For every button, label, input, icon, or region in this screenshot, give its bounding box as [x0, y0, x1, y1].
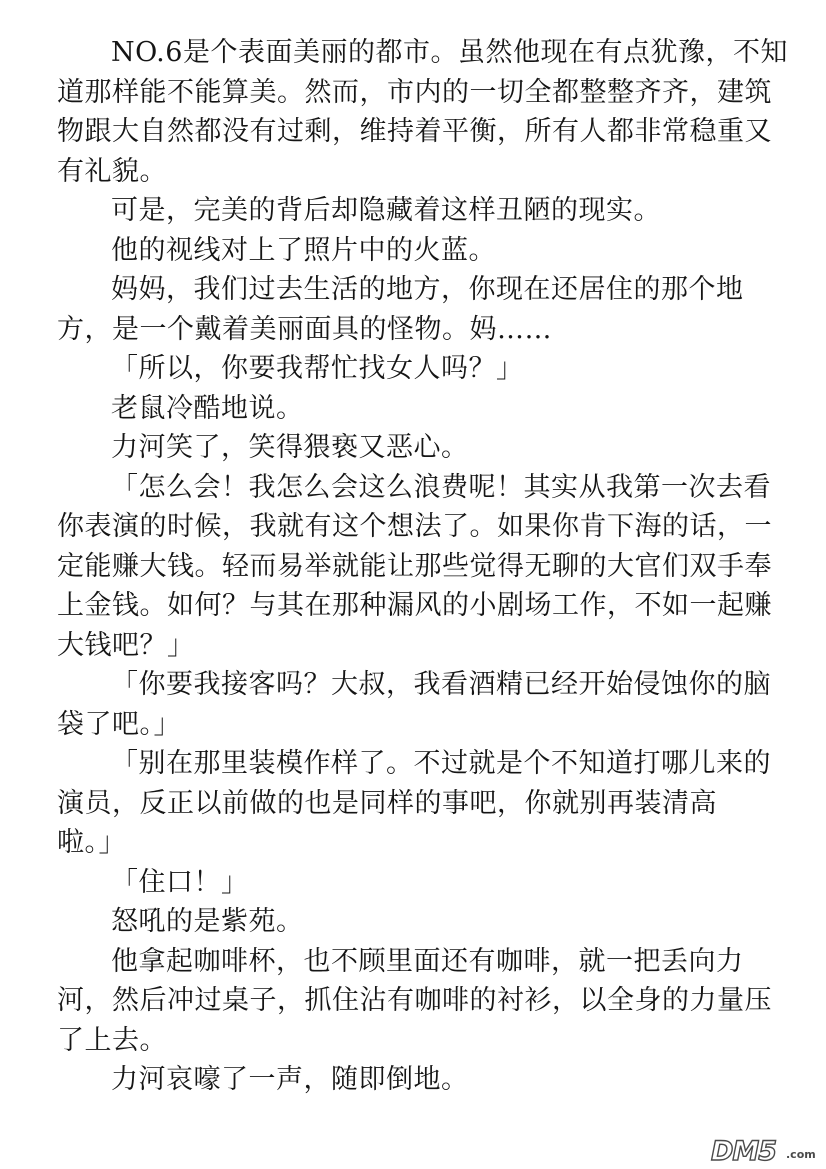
- dialogue-paragraph: [57, 744, 817, 863]
- paragraph: [57, 191, 817, 231]
- text-line: 演员，反正以前做的也是同样的事吧，你就别再装清高: [57, 787, 717, 819]
- paragraph: [57, 428, 817, 468]
- page-body-text: [57, 33, 817, 1100]
- text-line: 妈妈，我们过去生活的地方，你现在还居住的那个地: [111, 274, 744, 305]
- paragraph: [57, 902, 817, 942]
- text-line: 「别在那里装模作样了。不过就是个不知道打哪儿来的: [111, 748, 771, 779]
- text-line: 方，是一个戴着美丽面具的怪物。妈……: [57, 313, 552, 345]
- dialogue-paragraph: [57, 665, 817, 744]
- text-line: 上金钱。如何？与其在那种漏风的小剧场工作，不如一起赚: [57, 590, 772, 621]
- text-line: 河，然后冲过桌子，抓住沾有咖啡的衬衫，以全身的力量压: [57, 985, 772, 1016]
- paragraph: [57, 942, 817, 1061]
- text-line: 有礼貌。: [57, 155, 167, 187]
- text-line: 大钱吧？」: [57, 629, 195, 661]
- text-line: 他的视线对上了照片中的火蓝。: [111, 234, 496, 266]
- text-line: 啦。」: [57, 827, 126, 858]
- dialogue-paragraph: [57, 468, 817, 666]
- text-line: 你表演的时候，我就有这个想法了。如果你肯下海的话，一: [57, 511, 772, 542]
- text-line: NO.6是个表面美丽的都市。虽然他现在有点犹豫，不知: [111, 37, 788, 68]
- text-line: 袋了吧。」: [57, 708, 181, 740]
- text-line: 物跟大自然都没有过剩，维持着平衡，所有人都非常稳重又: [57, 116, 772, 147]
- dialogue-paragraph: [57, 349, 817, 389]
- text-line: 「住口！」: [111, 866, 249, 898]
- paragraph: [57, 231, 817, 271]
- text-line: 了上去。: [57, 1024, 167, 1056]
- paragraph: [57, 389, 817, 429]
- text-line: 力河笑了，笑得猥亵又恶心。: [111, 432, 469, 463]
- dialogue-paragraph: [57, 863, 817, 903]
- text-line: 「你要我接客吗？大叔，我看酒精已经开始侵蚀你的脑: [111, 669, 771, 700]
- text-line: 可是，完美的背后却隐藏着这样丑陋的现实。: [111, 195, 661, 226]
- dm5-watermark-logo: [708, 1130, 820, 1166]
- text-line: 他拿起咖啡杯，也不顾里面还有咖啡，就一把丢向力: [111, 945, 744, 977]
- text-line: 力河哀嚎了一声，随即倒地。: [111, 1064, 469, 1095]
- text-line: 定能赚大钱。轻而易举就能让那些觉得无聊的大官们双手奉: [57, 550, 772, 582]
- paragraph: [57, 1060, 817, 1100]
- paragraph: [57, 270, 817, 349]
- watermark-logo-suffix: .com: [786, 1148, 816, 1161]
- text-line: 「怎么会！我怎么会这么浪费呢！其实从我第一次去看: [111, 471, 771, 503]
- text-line: 「所以，你要我帮忙找女人吗？」: [111, 353, 524, 384]
- text-line: 道那样能不能算美。然而，市内的一切全都整整齐齐，建筑: [57, 76, 772, 108]
- text-line: 老鼠冷酷地说。: [111, 392, 304, 424]
- paragraph: [57, 33, 817, 191]
- watermark-logo-main: DM5: [711, 1136, 777, 1166]
- text-line: 怒吼的是紫苑。: [111, 906, 304, 937]
